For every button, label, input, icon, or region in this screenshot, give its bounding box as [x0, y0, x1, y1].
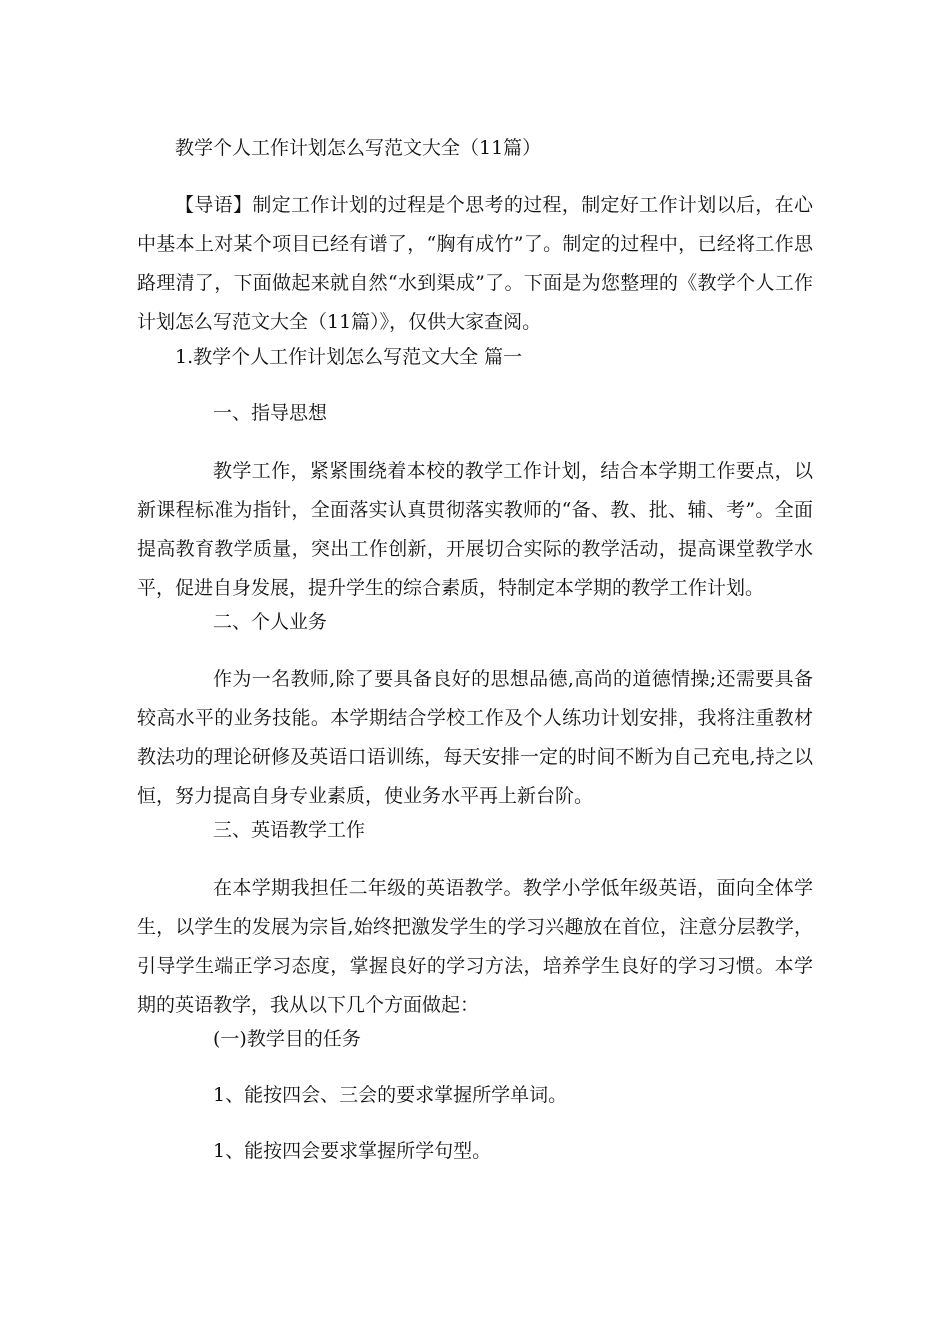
section-heading-guiding-thought: 一、指导思想: [213, 402, 328, 424]
list-item: 1、能按四会要求掌握所学句型。: [213, 1140, 492, 1162]
subsection-heading-teaching-goals: (一)教学目的任务: [213, 1028, 361, 1050]
intro-paragraph: 【导语】制定工作计划的过程是个思考的过程，制定好工作计划以后，在心中基本上对某个项目已经有谱了，“胸有成竹”了。制定的过程中，已经将工作思路理清了，下面做起来就自然“水到渠成”了。下面是为您整理的《教学个人工作计划怎么写范文大全（11篇）》，仅供大家查阅。: [137, 194, 813, 333]
section-body-personal-business: 作为一名教师,除了要具备良好的思想品德,高尚的道德情操;还需要具备较高水平的业务技能。本学期结合学校工作及个人练功计划安排，我将注重教材教法功的理论研修及英语口语训练，每天安排一定的时间不断为自己充电,持之以恒，努力提高自身专业素质，使业务水平再上新台阶。: [137, 668, 813, 807]
section-heading-personal-business: 二、个人业务: [213, 611, 328, 633]
section-body-guiding-thought: 教学工作，紧紧围绕着本校的教学工作计划，结合本学期工作要点，以新课程标准为指针，全面落实认真贯彻落实教师的“备、教、批、辅、考”。全面提高教育教学质量，突出工作创新，开展切合实际的教学活动，提高课堂教学水平，促进自身发展，提升学生的综合素质，特制定本学期的教学工作计划。: [137, 460, 813, 599]
article-heading: 1.教学个人工作计划怎么写范文大全 篇一: [175, 346, 523, 368]
document-title: 教学个人工作计划怎么写范文大全（11篇）: [175, 137, 542, 159]
section-body-english-teaching: 在本学期我担任二年级的英语教学。教学小学低年级英语，面向全体学生，以学生的发展为宗旨,始终把激发学生的学习兴趣放在首位，注意分层教学，引导学生端正学习态度，掌握良好的学习方法，培养学生良好的学习习惯。本学期的英语教学，我从以下几个方面做起：: [137, 877, 813, 1016]
section-heading-english-teaching: 三、英语教学工作: [213, 819, 366, 841]
list-item: 1、能按四会、三会的要求掌握所学单词。: [213, 1084, 568, 1106]
